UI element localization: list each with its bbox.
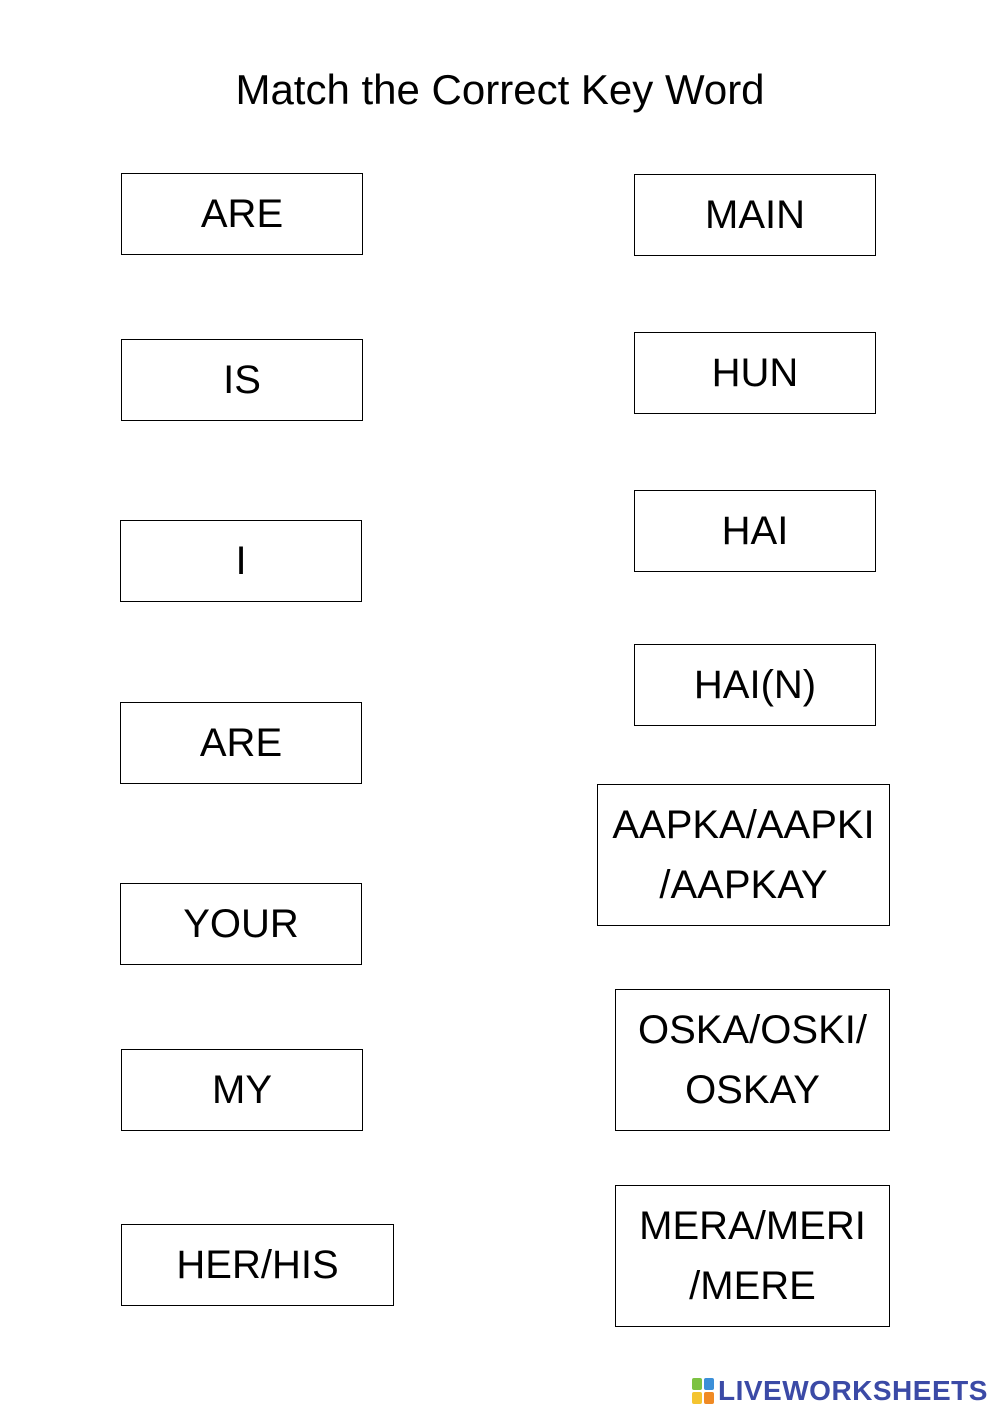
- right-word-box-4[interactable]: [634, 644, 876, 726]
- left-word-box-4[interactable]: [120, 702, 362, 784]
- right-word-box-2[interactable]: [634, 332, 876, 414]
- logo-square-blue: [704, 1378, 714, 1390]
- liveworksheets-logo: [692, 1374, 988, 1408]
- left-word-box-5[interactable]: [120, 883, 362, 965]
- right-word-box-5[interactable]: [597, 784, 890, 926]
- left-word-label: YOUR: [183, 902, 299, 946]
- right-word-box-3[interactable]: [634, 490, 876, 572]
- right-word-label: HAI(N): [693, 663, 817, 707]
- right-word-box-6[interactable]: [615, 989, 890, 1131]
- logo-text: LIVEWORKSHEETS: [718, 1375, 988, 1406]
- left-word-box-6[interactable]: [121, 1049, 363, 1131]
- logo-square-orange: [704, 1392, 714, 1404]
- right-word-box-7[interactable]: [615, 1185, 890, 1327]
- left-word-label: HER/HIS: [176, 1243, 339, 1287]
- right-word-label: HUN: [711, 351, 799, 395]
- liveworksheets-logo-icon: [692, 1378, 714, 1404]
- right-word-label: MERA/MERI /MERE: [639, 1204, 866, 1308]
- left-word-box-7[interactable]: [121, 1224, 394, 1306]
- left-word-label: IS: [223, 358, 261, 402]
- logo-square-green: [692, 1378, 702, 1390]
- left-word-box-3[interactable]: [120, 520, 362, 602]
- left-word-label: ARE: [199, 721, 283, 765]
- right-word-label: AAPKA/AAPKI /AAPKAY: [612, 803, 875, 907]
- left-word-label: ARE: [200, 192, 284, 236]
- right-word-box-1[interactable]: [634, 174, 876, 256]
- left-word-label: I: [235, 539, 247, 583]
- left-word-label: MY: [212, 1068, 272, 1112]
- logo-square-yellow: [692, 1392, 702, 1404]
- left-word-box-1[interactable]: [121, 173, 363, 255]
- left-word-box-2[interactable]: [121, 339, 363, 421]
- worksheet-title: Match the Correct Key Word: [235, 66, 765, 113]
- right-word-label: OSKA/OSKI/ OSKAY: [638, 1008, 867, 1112]
- right-word-label: MAIN: [705, 193, 805, 237]
- right-word-label: HAI: [721, 509, 789, 553]
